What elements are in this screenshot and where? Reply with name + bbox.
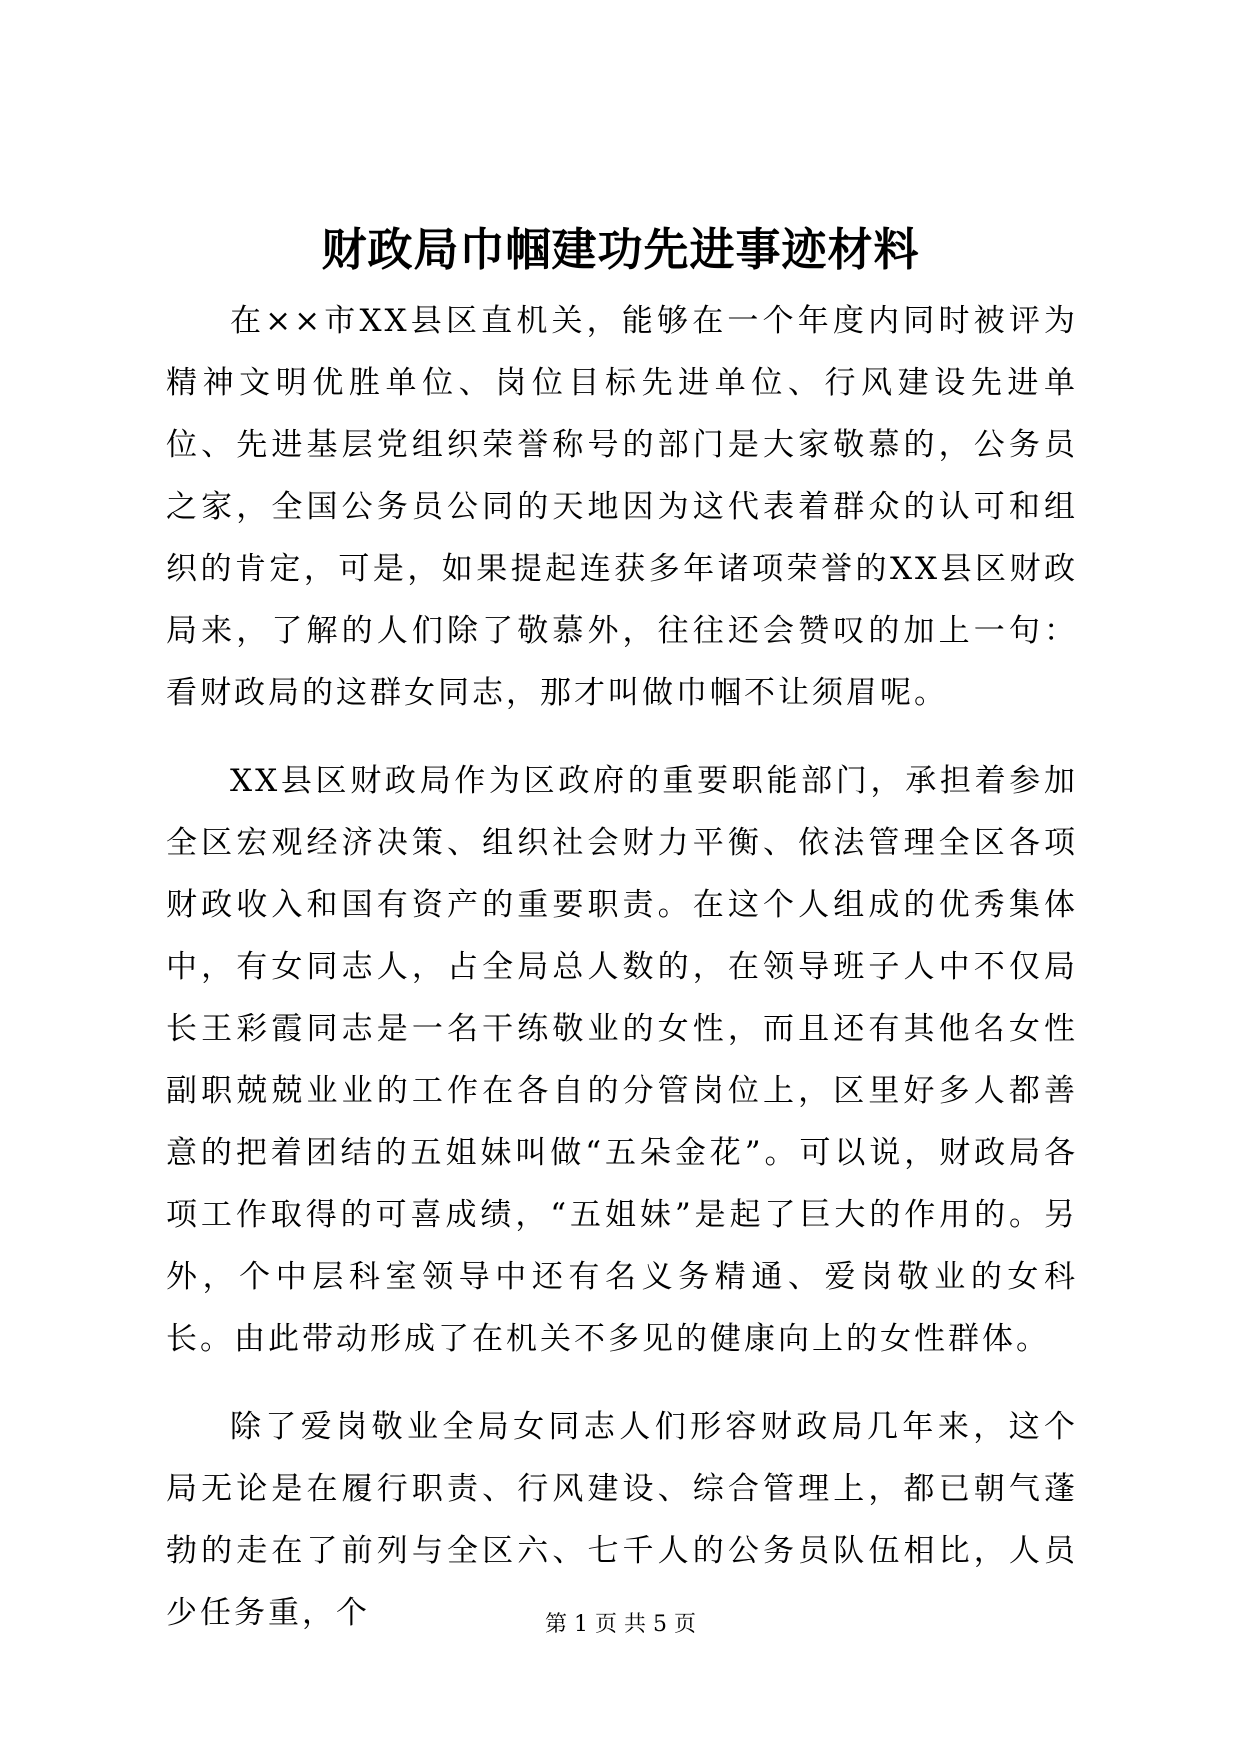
document-title: 财政局巾帼建功先进事迹材料 [321, 223, 920, 276]
document-body [166, 290, 1078, 1670]
paragraph-1: 在××市XX县区直机关，能够在一个年度内同时被评为精神文明优胜单位、岗位目标先进单位、行风建设先进单位、先进基层党组织荣誉称号的部门是大家敬慕的，公务员之家，全国公务员公同的天地因为这代表着群众的认可和组织的肯定，可是，如果提起连获多年诸项荣誉的XX县区财政局来，了解的人们除了敬慕外，往往还会赞叹的加上一句：看财政局的这群女同志，那才叫做巾帼不让须眉呢。 [166, 303, 1078, 711]
paragraph-3: 除了爱岗敬业全局女同志人们形容财政局几年来，这个局无论是在履行职责、行风建设、综合管理上，都已朝气蓬勃的走在了前列与全区六、七千人的公务员队伍相比，人员少任务重，个 [166, 1409, 1078, 1631]
page-footer [0, 1610, 1241, 1640]
page-indicator: 第 1 页 共 5 页 [545, 1612, 696, 1637]
paragraph-2: XX县区财政局作为区政府的重要职能部门，承担着参加全区宏观经济决策、组织社会财力平衡、依法管理全区各项财政收入和国有资产的重要职责。在这个人组成的优秀集体中，有女同志人，占全局总人数的，在领导班子人中不仅局长王彩霞同志是一名干练敬业的女性，而且还有其他名女性副职兢兢业业的工作在各自的分管岗位上，区里好多人都善意的把着团结的五姐妹叫做“五朵金花”。可以说，财政局各项工作取得的可喜成绩，“五姐妹”是起了巨大的作用的。另外，个中层科室领导中还有名义务精通、爱岗敬业的女科长。由此带动形成了在机关不多见的健康向上的女性群体。 [166, 763, 1078, 1357]
